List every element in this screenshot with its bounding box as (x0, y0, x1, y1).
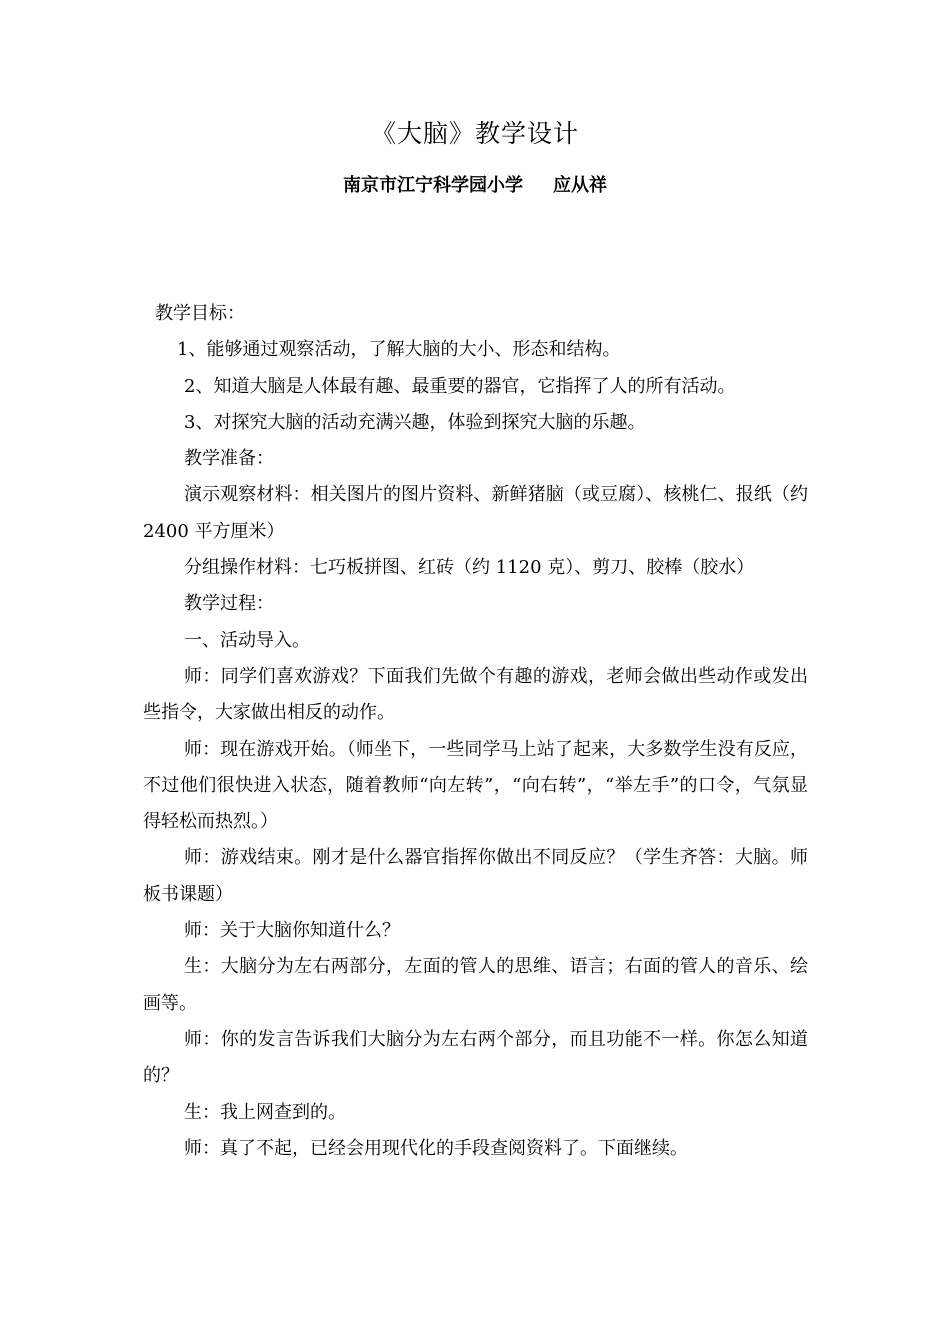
author-line (0, 173, 950, 199)
section-heading-process: 教学过程： (184, 593, 274, 615)
section-heading-goals: 教学目标： (155, 303, 245, 324)
paragraph: 师：关于大脑你知道什么？ (184, 920, 400, 942)
paragraph: 一、活动导入。 (184, 629, 310, 651)
paragraph: 师：你的发言告诉我们大脑分为左右两个部分，而且功能不一样。你怎么知道的？ (143, 1028, 808, 1087)
author-name: 应从祥 (553, 175, 607, 196)
document-body (143, 296, 808, 1167)
paragraph: 师：现在游戏开始。（师坐下，一些同学马上站了起来，大多数学生没有反应，不过他们很快进入状态，随着教师“向左转”，“向右转”，“举左手”的口令，气氛显得轻松而热烈。） (143, 738, 808, 833)
section-heading-preparation: 教学准备： (184, 448, 274, 470)
document-title: 《大脑》教学设计 (370, 119, 579, 148)
school-name: 南京市江宁科学园小学 (343, 175, 523, 196)
paragraph: 师：同学们喜欢游戏？下面我们先做个有趣的游戏，老师会做出些动作或发出些指令，大家做出相反的动作。 (143, 665, 808, 724)
paragraph: 师：游戏结束。刚才是什么器官指挥你做出不同反应？（学生齐答：大脑。师板书课题） (143, 847, 808, 905)
paragraph: 生：大脑分为左右两部分，左面的管人的思维、语言；右面的管人的音乐、绘画等。 (143, 956, 808, 1014)
paragraph: 生：我上网查到的。 (184, 1101, 346, 1123)
goal-item: 2、知道大脑是人体最有趣、最重要的器官，它指挥了人的所有活动。 (184, 375, 736, 397)
paragraph: 演示观察材料：相关图片的图片资料、新鲜猪脑（或豆腐）、核桃仁、报纸（约 2400 平方厘米） (143, 484, 808, 542)
paragraph: 分组操作材料：七巧板拼图、红砖（约 1120 克）、剪刀、胶棒（胶水） (184, 557, 755, 579)
goal-item: 3、对探究大脑的活动充满兴趣，体验到探究大脑的乐趣。 (184, 411, 646, 433)
paragraph: 师：真了不起，已经会用现代化的手段查阅资料了。下面继续。 (184, 1137, 688, 1159)
goal-item: 1、能够通过观察活动，了解大脑的大小、形态和结构。 (177, 339, 621, 361)
